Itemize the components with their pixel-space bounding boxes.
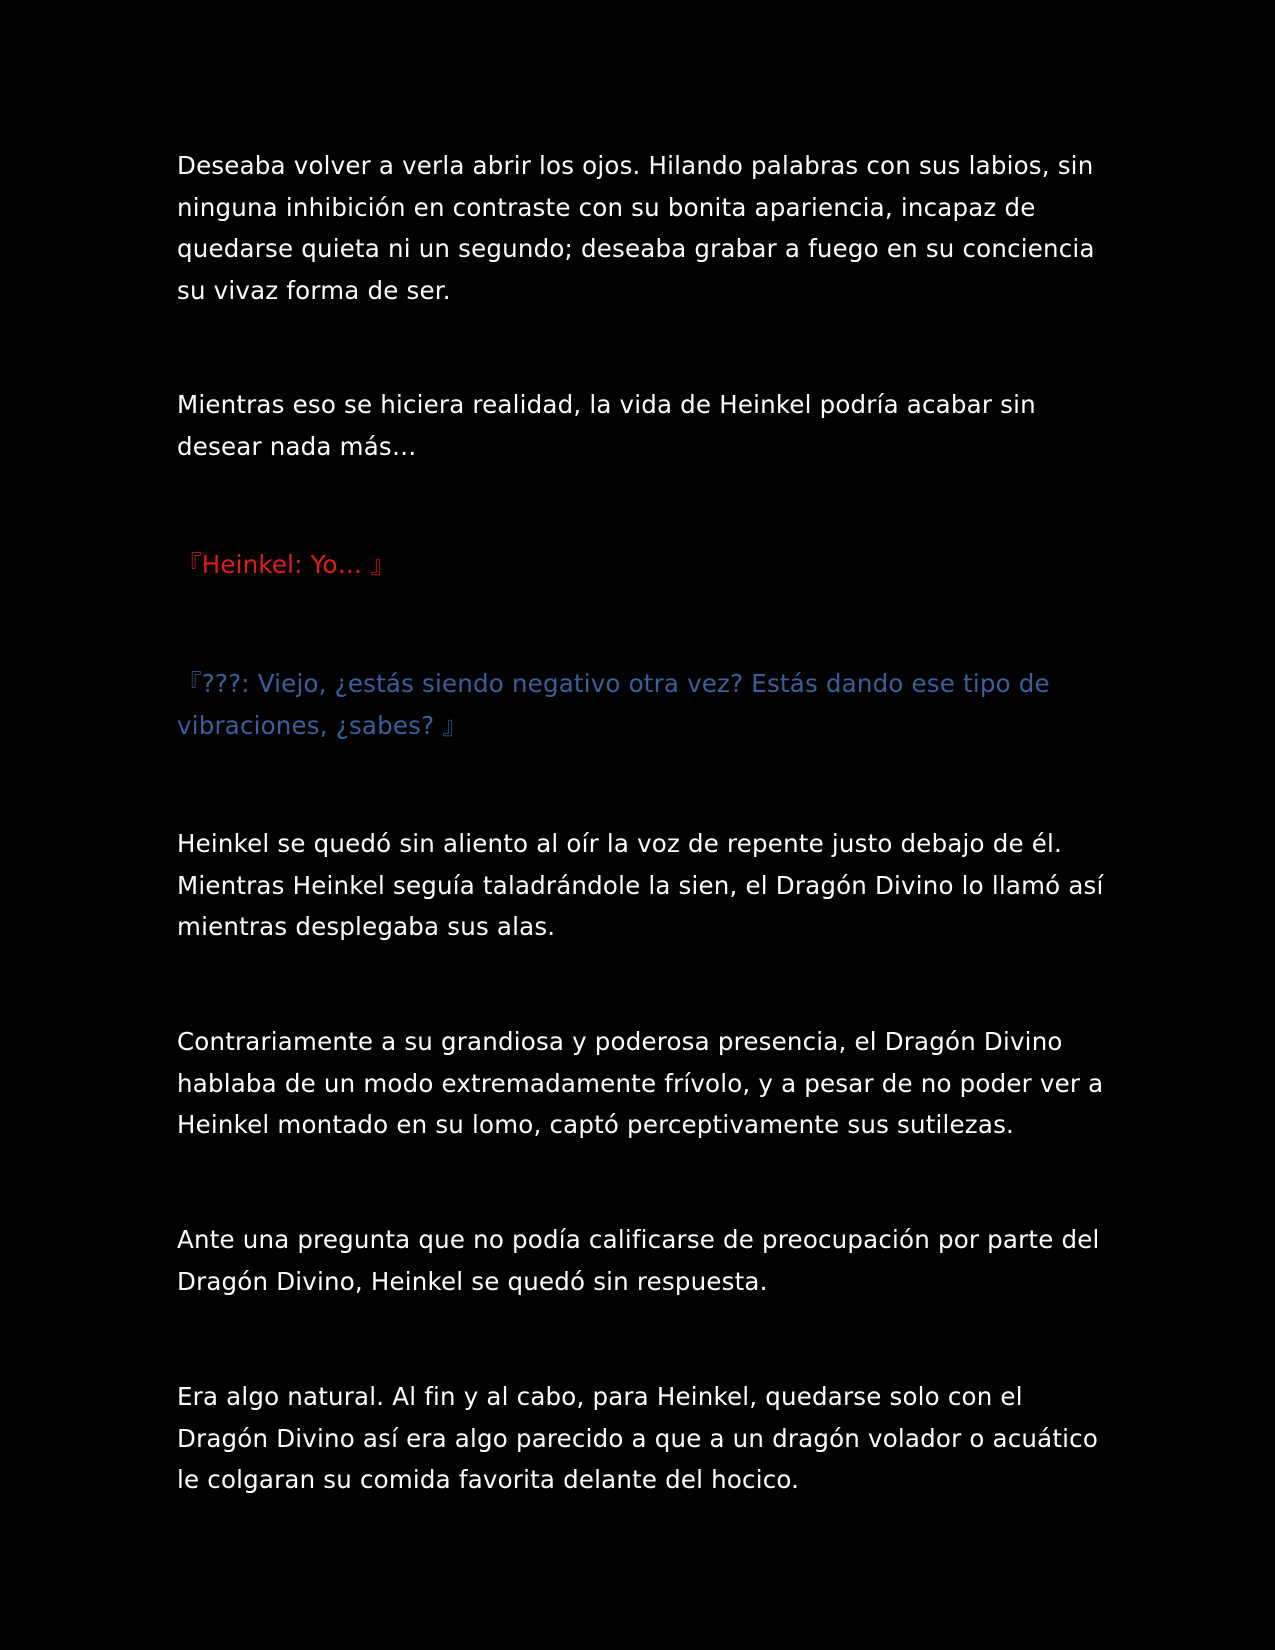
paragraph-breathless: Heinkel se quedó sin aliento al oír la voz de repente justo debajo de él. Mientras Heinkel seguía taladrándole la sien, el Dragón Divino lo llamó así mientras desplegaba sus alas.: [177, 829, 1104, 941]
paragraph-heinkel-life: Mientras eso se hiciera realidad, la vida de Heinkel podría acabar sin desear nada más…: [177, 390, 1036, 461]
paragraph-wish: Deseaba volver a verla abrir los ojos. Hilando palabras con sus labios, sin ninguna inhibición en contraste con su bonita apariencia, incapaz de quedarse quieta ni un segundo; deseaba grabar a fuego en su conciencia su vivaz forma de ser.: [177, 151, 1095, 305]
dialog-unknown-speaker: 『???: Viejo, ¿estás siendo negativo otra vez? Estás dando ese tipo de vibraciones, ¿sabes? 』: [177, 669, 1050, 740]
dialog-heinkel: 『Heinkel: Yo… 』: [177, 550, 396, 579]
paragraph-divine-dragon: Contrariamente a su grandiosa y poderosa presencia, el Dragón Divino hablaba de un modo extremadamente frívolo, y a pesar de no poder ver a Heinkel montado en su lomo, captó perceptivamente sus sutilezas.: [177, 1027, 1104, 1139]
paragraph-natural: Era algo natural. Al fin y al cabo, para Heinkel, quedarse solo con el Dragón Divino así era algo parecido a que a un dragón volador o acuático le colgaran su comida favorita delante del hocico.: [177, 1382, 1099, 1494]
paragraph-no-answer: Ante una pregunta que no podía calificarse de preocupación por parte del Dragón Divino, Heinkel se quedó sin respuesta.: [177, 1225, 1100, 1296]
